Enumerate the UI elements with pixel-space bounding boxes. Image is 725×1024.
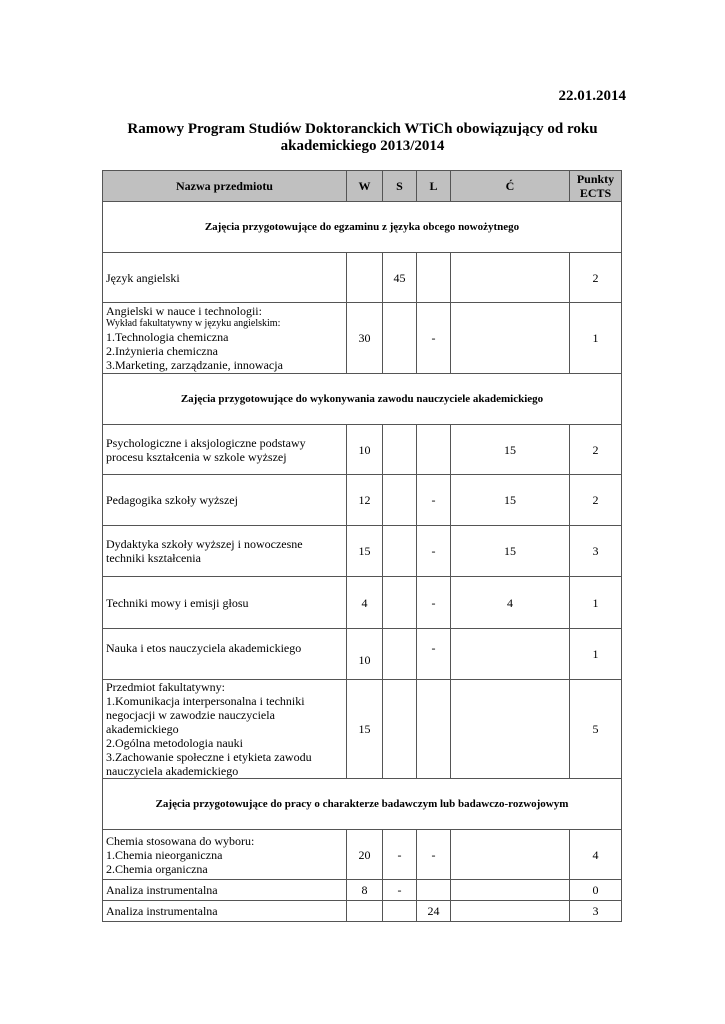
table-row xyxy=(103,629,622,680)
cell-s: - xyxy=(383,880,417,901)
cell-l xyxy=(417,680,451,779)
subject-name: Techniki mowy i emisji głosu xyxy=(103,577,347,629)
section-title: Zajęcia przygotowujące do pracy o charakterze badawczym lub badawczo-rozwojowym xyxy=(103,779,622,830)
header-subject: Nazwa przedmiotu xyxy=(103,171,347,202)
cell-ects: 3 xyxy=(570,901,622,922)
cell-s xyxy=(383,901,417,922)
subject-line: procesu kształcenia w szkole wyższej xyxy=(106,449,287,464)
cell-s xyxy=(383,680,417,779)
subject-line: 1.Chemia nieorganiczna xyxy=(106,847,223,862)
cell-ects: 1 xyxy=(570,303,622,374)
cell-l: - xyxy=(417,526,451,577)
document-date: 22.01.2014 xyxy=(558,88,626,104)
cell-s: - xyxy=(383,830,417,880)
header-c: Ć xyxy=(451,171,570,202)
subject-line: akademickiego xyxy=(106,722,179,736)
cell-w-text: 10 xyxy=(358,653,371,667)
cell-w: 15 xyxy=(347,526,383,577)
header-w: W xyxy=(347,171,383,202)
cell-l-text: - xyxy=(431,641,436,655)
cell-w: 10 xyxy=(347,425,383,475)
section-title: Zajęcia przygotowujące do wykonywania zawodu nauczyciele akademickiego xyxy=(103,374,622,425)
subject-line: Dydaktyka szkoły wyższej i nowoczesne xyxy=(106,537,303,551)
cell-l: 24 xyxy=(417,901,451,922)
section-title: Zajęcia przygotowujące do egzaminu z języka obcego nowożytnego xyxy=(103,202,622,253)
table-row xyxy=(103,253,622,303)
cell-w: 15 xyxy=(347,680,383,779)
cell-ects: 1 xyxy=(570,577,622,629)
header-s: S xyxy=(383,171,417,202)
cell-c xyxy=(451,253,570,303)
cell-c xyxy=(451,901,570,922)
section-row xyxy=(103,374,622,425)
cell-c: 4 xyxy=(451,577,570,629)
cell-s: 45 xyxy=(383,253,417,303)
subject-line: 2.Chemia organiczna xyxy=(106,861,208,876)
cell-ects: 3 xyxy=(570,526,622,577)
subject-line: 1.Technologia chemiczna xyxy=(106,330,229,344)
cell-ects: 1 xyxy=(570,629,622,680)
cell-ects: 4 xyxy=(570,830,622,880)
cell-c: 15 xyxy=(451,526,570,577)
cell-c xyxy=(451,680,570,779)
cell-l: - xyxy=(417,475,451,526)
subject-line: 3.Marketing, zarządzanie, innowacja xyxy=(106,358,283,372)
cell-l xyxy=(417,253,451,303)
section-row xyxy=(103,202,622,253)
cell-w: 30 xyxy=(347,303,383,374)
cell-ects: 0 xyxy=(570,880,622,901)
subject-name xyxy=(103,303,347,374)
subject-name: Analiza instrumentalna xyxy=(103,901,347,922)
document-title xyxy=(100,121,625,155)
subject-line: Psychologiczne i aksjologiczne podstawy xyxy=(106,435,306,450)
cell-w xyxy=(347,253,383,303)
table-row xyxy=(103,577,622,629)
table-row xyxy=(103,880,622,901)
cell-l xyxy=(417,629,451,680)
subject-name xyxy=(103,629,347,680)
cell-c xyxy=(451,303,570,374)
subject-line: Angielski w nauce i technologii: xyxy=(106,304,262,318)
cell-l: - xyxy=(417,577,451,629)
subject-line: 1.Komunikacja interpersonalna i techniki xyxy=(106,694,305,708)
cell-c xyxy=(451,629,570,680)
subject-line: nauczyciela akademickiego xyxy=(106,764,239,778)
subject-line: Chemia stosowana do wyboru: xyxy=(106,833,255,848)
cell-ects: 5 xyxy=(570,680,622,779)
cell-s xyxy=(383,629,417,680)
cell-l: - xyxy=(417,303,451,374)
cell-s xyxy=(383,303,417,374)
cell-s xyxy=(383,577,417,629)
section-row xyxy=(103,779,622,830)
subject-name xyxy=(103,425,347,475)
cell-l xyxy=(417,880,451,901)
table-row xyxy=(103,680,622,779)
cell-c xyxy=(451,880,570,901)
subject-name: Pedagogika szkoły wyższej xyxy=(103,475,347,526)
subject-text: Nauka i etos nauczyciela akademickiego xyxy=(106,641,302,655)
cell-w: 12 xyxy=(347,475,383,526)
subject-line: techniki kształcenia xyxy=(106,551,201,565)
header-l: L xyxy=(417,171,451,202)
cell-w xyxy=(347,629,383,680)
cell-l: - xyxy=(417,830,451,880)
subject-line: negocjacji w zawodzie nauczyciela xyxy=(106,708,275,722)
cell-c: 15 xyxy=(451,475,570,526)
cell-s xyxy=(383,526,417,577)
subject-name: Analiza instrumentalna xyxy=(103,880,347,901)
cell-c: 15 xyxy=(451,425,570,475)
table-row xyxy=(103,303,622,374)
subject-name xyxy=(103,830,347,880)
cell-c xyxy=(451,830,570,880)
subject-name xyxy=(103,526,347,577)
cell-w xyxy=(347,901,383,922)
cell-ects: 2 xyxy=(570,253,622,303)
subject-line: Przedmiot fakultatywny: xyxy=(106,680,225,694)
table-header-row xyxy=(103,171,622,202)
subject-line: 3.Zachowanie społeczne i etykieta zawodu xyxy=(106,750,312,764)
cell-w: 4 xyxy=(347,577,383,629)
cell-s xyxy=(383,425,417,475)
table-row xyxy=(103,526,622,577)
subject-line: Wykład fakultatywny w języku angielskim: xyxy=(106,318,281,329)
table-row xyxy=(103,901,622,922)
cell-l xyxy=(417,425,451,475)
subject-name xyxy=(103,680,347,779)
table-row xyxy=(103,425,622,475)
cell-ects: 2 xyxy=(570,475,622,526)
subject-line: 2.Ogólna metodologia nauki xyxy=(106,736,243,750)
cell-s xyxy=(383,475,417,526)
table-row xyxy=(103,475,622,526)
table-row xyxy=(103,830,622,880)
cell-w: 8 xyxy=(347,880,383,901)
header-ects: Punkty ECTS xyxy=(570,171,622,202)
program-table xyxy=(102,170,622,922)
title-line-1: Ramowy Program Studiów Doktoranckich WTiCh obowiązujący od roku xyxy=(127,121,598,137)
cell-ects: 2 xyxy=(570,425,622,475)
cell-w: 20 xyxy=(347,830,383,880)
subject-name: Język angielski xyxy=(103,253,347,303)
title-line-2: akademickiego 2013/2014 xyxy=(280,138,445,154)
subject-line: 2.Inżynieria chemiczna xyxy=(106,344,218,358)
